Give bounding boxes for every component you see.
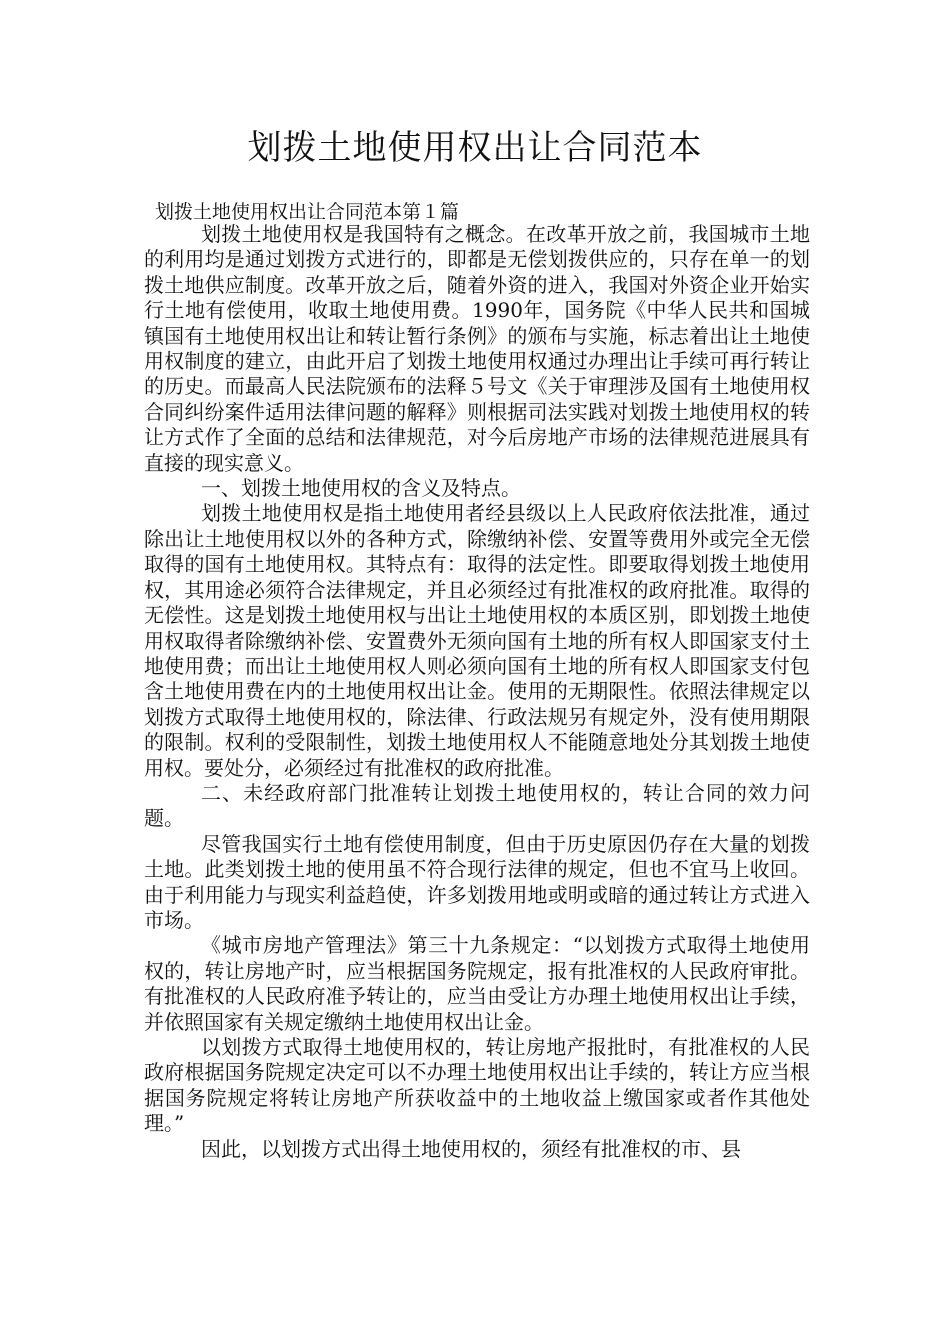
document-subtitle: 划拨土地使用权出让合同范本第１篇 xyxy=(155,201,460,223)
paragraph: 划拨土地使用权是我国特有之概念。在改革开放之前，我国城市土地的利用均是通过划拨方式进行的，即都是无偿划拨供应的，只存在单一的划拨土地供应制度。改革开放之后，随着外资的进入，我国对外资企业开始实行土地有偿使用，收取土地使用费。1990年，国务院《中华人民共和国城镇国有土地使用权出让和转让暂行条例》的颁布与实施，标志着出让土地使用权制度的建立，由此开启了划拨土地使用权通过办理出让手续可再行转让的历史。而最高人民法院颁布的法释５号文《关于审理涉及国有土地使用权合同纠纷案件适用法律问题的解释》则根据司法实践对划拨土地使用权的转让方式作了全面的总结和法律规范，对今后房地产市场的法律规范进展具有直接的现实意义。 xyxy=(144,222,810,475)
section-heading: 一、划拨土地使用权的含义及特点。 xyxy=(201,476,521,501)
document-title: 划拨土地使用权出让合同范本 xyxy=(247,128,703,168)
paragraph: 《城市房地产管理法》第三十九条规定：“以划拨方式取得土地使用权的，转让房地产时，应当根据国务院规定，报有批准权的人民政府审批。有批准权的人民政府准予转让的，应当由受让方办理土地使用权出让手续，并依照国家有关规定缴纳土地使用权出让金。 xyxy=(144,933,810,1034)
paragraph: 以划拨方式取得土地使用权的，转让房地产报批时，有批准权的人民政府根据国务院规定决定可以不办理土地使用权出让手续的，转让方应当根据国务院规定将转让房地产所获收益中的土地收益上缴国家或者作其他处理。” xyxy=(144,1035,810,1136)
document-body xyxy=(144,222,810,1162)
paragraph: 尽管我国实行土地有偿使用制度，但由于历史原因仍存在大量的划拨土地。此类划拨土地的使用虽不符合现行法律的规定，但也不宜马上收回。由于利用能力与现实利益趋使，许多划拨用地或明或暗的通过转让方式进入市场。 xyxy=(144,831,810,932)
paragraph: 因此，以划拨方式出得土地使用权的，须经有批准权的市、县 xyxy=(201,1136,741,1161)
paragraph: 划拨土地使用权是指土地使用者经县级以上人民政府依法批准，通过除出让土地使用权以外的各种方式，除缴纳补偿、安置等费用外或完全无偿取得的国有土地使用权。其特点有：取得的法定性。即要取得划拨土地使用权，其用途必须符合法律规定，并且必须经过有批准权的政府批准。取得的无偿性。这是划拨土地使用权与出让土地使用权的本质区别，即划拨土地使用权取得者除缴纳补偿、安置费外无须向国有土地的所有权人即国家支付土地使用费；而出让土地使用权人则必须向国有土地的所有权人即国家支付包含土地使用费在内的土地使用权出让金。使用的无期限性。依照法律规定以划拨方式取得土地使用权的，除法律、行政法规另有规定外，没有使用期限的限制。权利的受限制性，划拨土地使用权人不能随意地处分其划拨土地使用权。要处分，必须经过有批准权的政府批准。 xyxy=(144,501,810,780)
section-heading: 二、未经政府部门批准转让划拨土地使用权的，转让合同的效力问题。 xyxy=(144,780,810,831)
